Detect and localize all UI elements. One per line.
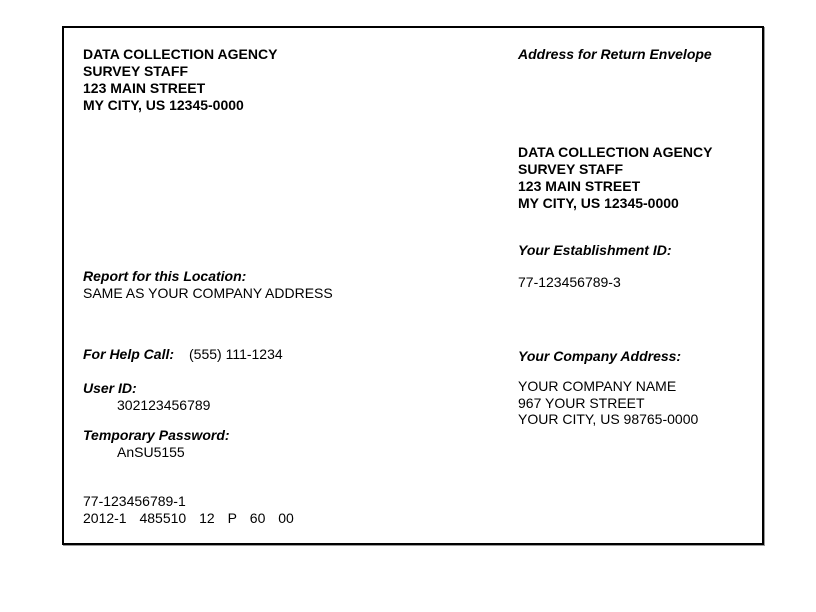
form-code-part: 485510 — [139, 509, 187, 526]
return-envelope-label: Address for Return Envelope — [518, 46, 712, 62]
form-code-part: 2012-1 — [83, 509, 127, 526]
return-address-block — [518, 144, 712, 212]
company-address-line: 967 YOUR STREET — [518, 394, 645, 411]
temporary-password-value: AnSU5155 — [117, 443, 185, 460]
form-code-part: P — [227, 509, 237, 526]
report-location-block — [83, 268, 333, 301]
temporary-password-block — [83, 427, 230, 460]
form-code-part: 60 — [249, 509, 266, 526]
user-id-label: User ID: — [83, 380, 137, 396]
form-code-part: 00 — [278, 509, 294, 526]
form-codes-block — [83, 493, 294, 526]
form-code-part: 12 — [199, 509, 215, 526]
help-call-label: For Help Call: — [83, 346, 175, 362]
company-address-line: YOUR COMPANY NAME — [518, 378, 677, 394]
company-address-label: Your Company Address: — [518, 348, 682, 364]
agency-address-block — [83, 46, 277, 114]
company-address-block — [518, 378, 698, 428]
survey-mailing-form — [62, 26, 764, 545]
user-id-block — [83, 380, 210, 413]
temporary-password-label: Temporary Password: — [83, 427, 230, 443]
report-location-value: SAME AS YOUR COMPANY ADDRESS — [83, 284, 333, 301]
establishment-id-value: 77-123456789-3 — [518, 274, 621, 290]
agency-address-line: MY CITY, US 12345-0000 — [83, 97, 244, 113]
establishment-id-label: Your Establishment ID: — [518, 242, 672, 258]
agency-address-line: SURVEY STAFF — [83, 63, 189, 79]
help-call-block — [83, 346, 283, 363]
help-call-phone: (555) 111-1234 — [189, 346, 283, 362]
agency-address-line: 123 MAIN STREET — [83, 80, 206, 96]
form-code-id: 77-123456789-1 — [83, 493, 186, 509]
agency-address-line: DATA COLLECTION AGENCY — [83, 46, 278, 62]
report-location-label: Report for this Location: — [83, 268, 247, 284]
return-address-line: 123 MAIN STREET — [518, 178, 641, 194]
user-id-value: 302123456789 — [117, 396, 211, 413]
return-address-line: DATA COLLECTION AGENCY — [518, 144, 713, 160]
return-address-line: SURVEY STAFF — [518, 161, 624, 177]
company-address-line: YOUR CITY, US 98765-0000 — [518, 411, 699, 427]
form-code-row — [83, 510, 294, 527]
return-address-line: MY CITY, US 12345-0000 — [518, 195, 679, 211]
